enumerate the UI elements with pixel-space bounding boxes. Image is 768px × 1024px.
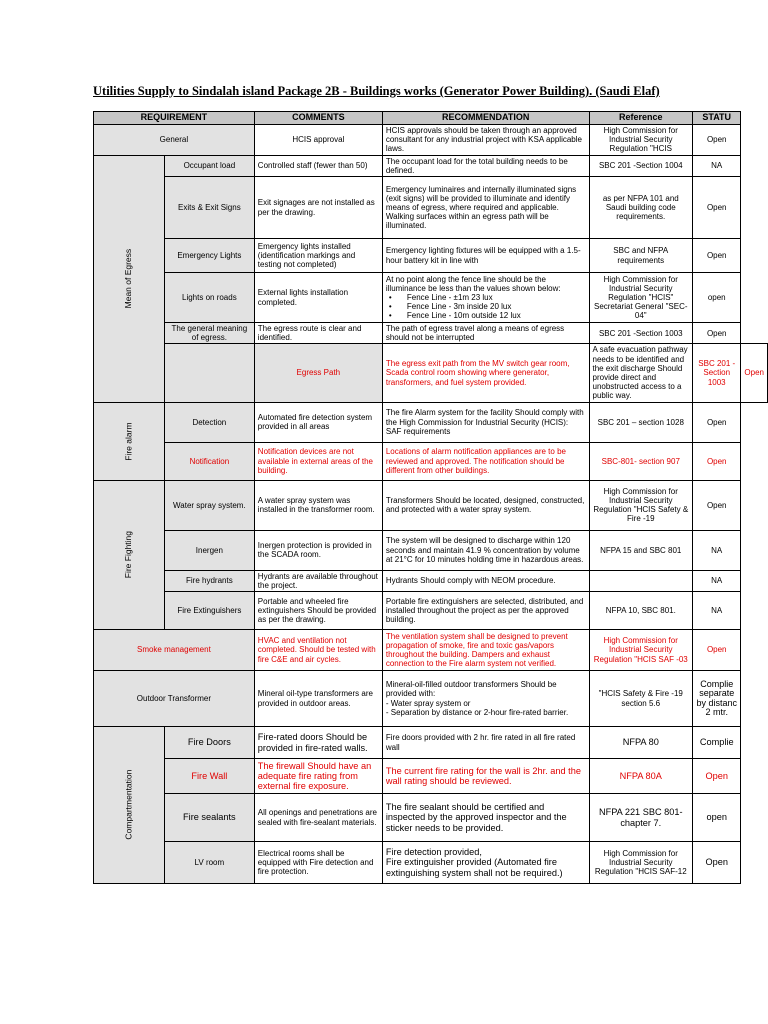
req-cell: Fire hydrants bbox=[164, 570, 254, 591]
group-label: Mean of Egress bbox=[123, 248, 134, 309]
group-label: Fire Fighting bbox=[123, 531, 134, 579]
header-recommendation: RECOMMENDATION bbox=[382, 112, 589, 125]
comment-cell: Controlled staff (fewer than 50) bbox=[254, 155, 382, 176]
rec-bullet: • Fence Line - 10m outside 12 lux bbox=[386, 311, 586, 320]
req-cell: Lights on roads bbox=[164, 273, 254, 323]
comment-cell: External lights installation completed. bbox=[254, 273, 382, 323]
header-row bbox=[94, 112, 768, 125]
rec-cell: The path of egress travel along a means of egress should not be interrupted bbox=[382, 323, 589, 344]
req-cell: General bbox=[94, 125, 255, 156]
ref-cell: NFPA 10, SBC 801. bbox=[589, 592, 693, 630]
req-cell: Fire sealants bbox=[164, 794, 254, 842]
req-cell: Notification bbox=[164, 442, 254, 480]
rec-cell: The current fire rating for the wall is 2hr. and the wall rating should be reviewed. bbox=[382, 759, 589, 794]
table-row bbox=[94, 592, 768, 630]
header-reference: Reference bbox=[589, 112, 693, 125]
comment-cell: The firewall Should have an adequate fire rating from external fire exposure. bbox=[254, 759, 382, 794]
comment-cell: Notification devices are not available in external areas of the building. bbox=[254, 442, 382, 480]
ref-cell: SBC 201 -Section 1003 bbox=[693, 344, 741, 402]
status-cell: Open bbox=[693, 480, 741, 530]
req-cell: Smoke management bbox=[94, 630, 255, 671]
comment-cell: All openings and penetrations are sealed with fire-sealant materials. bbox=[254, 794, 382, 842]
req-cell: LV room bbox=[164, 842, 254, 884]
status-cell: Open bbox=[741, 344, 768, 402]
rec-line: - Separation by distance or 2-hour fire-rated barrier. bbox=[385, 707, 569, 717]
rec-text: Mineral-oil-filled outdoor transformers Should be provided with: bbox=[385, 680, 557, 699]
comment-cell: Automated fire detection system provided in all areas bbox=[254, 402, 382, 442]
table-row bbox=[94, 344, 768, 402]
comment-cell: The egress exit path from the MV switch gear room, Scada control room showing where generator, transformers, and fuel system provided. bbox=[382, 344, 589, 402]
rec-cell: A safe evacuation pathway needs to be identified and the exit discharge Should provide direct and unobstructed access to a public way. bbox=[589, 344, 693, 402]
comment-cell: Electrical rooms shall be equipped with Fire detection and fire protection. bbox=[254, 842, 382, 884]
rec-bullet: • Fence Line - 3m inside 20 lux bbox=[386, 302, 586, 311]
table-row bbox=[94, 794, 768, 842]
status-cell: Open bbox=[693, 759, 741, 794]
ref-cell: NFPA 80 bbox=[589, 727, 693, 759]
ref-cell bbox=[589, 570, 693, 591]
group-label: Compartmentation bbox=[123, 770, 134, 840]
status-cell: Open bbox=[693, 402, 741, 442]
table-row bbox=[94, 671, 768, 727]
comment-cell: Inergen protection is provided in the SCADA room. bbox=[254, 530, 382, 570]
rec-cell bbox=[382, 842, 589, 884]
ref-cell: High Commission for Industrial Security Regulation "HCIS SAF-12 bbox=[589, 842, 693, 884]
req-cell: Fire Doors bbox=[164, 727, 254, 759]
comment-cell: Hydrants are available throughout the project. bbox=[254, 570, 382, 591]
req-cell: Detection bbox=[164, 402, 254, 442]
comment-cell: Exit signages are not installed as per the drawing. bbox=[254, 177, 382, 239]
comment-cell: HCIS approval bbox=[254, 125, 382, 156]
table-row bbox=[94, 570, 768, 591]
compliance-table bbox=[93, 111, 768, 884]
ref-cell: NFPA 15 and SBC 801 bbox=[589, 530, 693, 570]
status-cell: Open bbox=[693, 442, 741, 480]
table-row bbox=[94, 177, 768, 239]
rec-bullet: • Fence Line - ±1m 23 lux bbox=[386, 293, 586, 302]
comment-cell: Portable and wheeled fire extinguishers Should be provided as per the drawing. bbox=[254, 592, 382, 630]
req-cell: Fire Wall bbox=[164, 759, 254, 794]
rec-cell: Transformers Should be located, designed, constructed, and protected with a water spray system. bbox=[382, 480, 589, 530]
rec-cell: The ventilation system shall be designed to prevent propagation of smoke, fire and toxic gas/vapors throughout the building. Dampers and exhaust connection to the Fire alarm system not verified. bbox=[382, 630, 589, 671]
ref-cell: NFPA 221 SBC 801-chapter 7. bbox=[589, 794, 693, 842]
group-fire-alarm bbox=[94, 402, 165, 480]
req-cell: The general meaning of egress. bbox=[164, 323, 254, 344]
ref-cell: SBC 201 -Section 1003 bbox=[589, 323, 693, 344]
ref-cell: NFPA 80A bbox=[589, 759, 693, 794]
ref-cell: "HCIS Safety & Fire -19 section 5.6 bbox=[589, 671, 693, 727]
req-cell: Exits & Exit Signs bbox=[164, 177, 254, 239]
status-cell: Complie bbox=[693, 727, 741, 759]
rec-cell: Hydrants Should comply with NEOM procedure. bbox=[382, 570, 589, 591]
table-row bbox=[94, 323, 768, 344]
req-cell: Occupant load bbox=[164, 155, 254, 176]
status-cell: open bbox=[693, 794, 741, 842]
header-status: STATU bbox=[693, 112, 741, 125]
group-compartmentation bbox=[94, 727, 165, 884]
status-cell: Complie separate by distanc 2 mtr. bbox=[693, 671, 741, 727]
req-cell: Outdoor Transformer bbox=[94, 671, 255, 727]
table-row bbox=[94, 630, 768, 671]
ref-cell: SBC-801- section 907 bbox=[589, 442, 693, 480]
rec-cell bbox=[382, 671, 589, 727]
comment-cell: The egress route is clear and identified. bbox=[254, 323, 382, 344]
rec-line: Fire extinguisher provided (Automated fire extinguishing system shall not be required.) bbox=[385, 857, 563, 878]
table-row bbox=[94, 842, 768, 884]
ref-cell: SBC 201 -Section 1004 bbox=[589, 155, 693, 176]
req-cell: Water spray system. bbox=[164, 480, 254, 530]
comment-cell: Mineral oil-type transformers are provided in outdoor areas. bbox=[254, 671, 382, 727]
ref-cell: SBC 201 – section 1028 bbox=[589, 402, 693, 442]
ref-cell: High Commission for Industrial Security Regulation "HCIS SAF -03 bbox=[589, 630, 693, 671]
status-cell: Open bbox=[693, 239, 741, 273]
table-row bbox=[94, 530, 768, 570]
table-row bbox=[94, 155, 768, 176]
group-egress bbox=[94, 155, 165, 402]
table-row bbox=[94, 442, 768, 480]
status-cell: open bbox=[693, 273, 741, 323]
ref-cell: High Commission for Industrial Security Regulation "HCIS Safety & Fire -19 bbox=[589, 480, 693, 530]
group-label: Fire alarm bbox=[123, 422, 134, 461]
rec-cell: The fire sealant should be certified and inspected by the approved inspector and the sticker needs to be provided. bbox=[382, 794, 589, 842]
rec-cell: The system will be designed to discharge within 120 seconds and maintain 41.9 % concentration by volume at 21°C for 10 minutes holding time in hazardous areas. bbox=[382, 530, 589, 570]
status-cell: NA bbox=[693, 570, 741, 591]
rec-cell: HCIS approvals should be taken through an approved consultant for any industrial project with KSA applicable laws. bbox=[382, 125, 589, 156]
ref-cell: High Commission for Industrial Security Regulation "HCIS bbox=[589, 125, 693, 156]
table-row bbox=[94, 125, 768, 156]
group-blank bbox=[164, 344, 254, 402]
ref-cell: SBC and NFPA requirements bbox=[589, 239, 693, 273]
ref-cell: High Commission for Industrial Security Regulation "HCIS" Secretariat General "SEC-04" bbox=[589, 273, 693, 323]
comment-cell: A water spray system was installed in the transformer room. bbox=[254, 480, 382, 530]
table-row bbox=[94, 239, 768, 273]
status-cell: NA bbox=[693, 155, 741, 176]
req-cell: Egress Path bbox=[254, 344, 382, 402]
table-row bbox=[94, 480, 768, 530]
status-cell: NA bbox=[693, 592, 741, 630]
rec-cell: Locations of alarm notification appliances are to be reviewed and approved. The notification should be different from other buildings. bbox=[382, 442, 589, 480]
group-fire-fighting bbox=[94, 480, 165, 629]
rec-cell: Portable fire extinguishers are selected, distributed, and installed throughout the project as per the approved building. bbox=[382, 592, 589, 630]
comment-cell: Emergency lights installed (identification markings and testing not completed) bbox=[254, 239, 382, 273]
comment-cell: HVAC and ventilation not completed. Should be tested with fire C&E and air cycles. bbox=[254, 630, 382, 671]
comment-cell: Fire-rated doors Should be provided in fire-rated walls. bbox=[254, 727, 382, 759]
table-row bbox=[94, 402, 768, 442]
table-row bbox=[94, 759, 768, 794]
rec-cell: Emergency lighting fixtures will be equipped with a 1.5-hour battery kit in line with bbox=[382, 239, 589, 273]
header-requirement: REQUIREMENT bbox=[94, 112, 255, 125]
ref-cell: as per NFPA 101 and Saudi building code requirements. bbox=[589, 177, 693, 239]
rec-text: At no point along the fence line should be the illuminance be less than the values shown below: bbox=[385, 274, 561, 293]
rec-cell bbox=[382, 273, 589, 323]
rec-cell: The occupant load for the total building needs to be defined. bbox=[382, 155, 589, 176]
req-cell: Emergency Lights bbox=[164, 239, 254, 273]
status-cell: Open bbox=[693, 323, 741, 344]
status-cell: NA bbox=[693, 530, 741, 570]
page-title: Utilities Supply to Sindalah island Package 2B - Buildings works (Generator Power Building). (Saudi Elaf) bbox=[93, 84, 660, 98]
status-cell: Open bbox=[693, 125, 741, 156]
req-cell: Inergen bbox=[164, 530, 254, 570]
header-comments: COMMENTS bbox=[254, 112, 382, 125]
req-cell: Fire Extinguishers bbox=[164, 592, 254, 630]
status-cell: Open bbox=[693, 630, 741, 671]
rec-cell: Fire doors provided with 2 hr. fire rated in all fire rated wall bbox=[382, 727, 589, 759]
rec-line: - Water spray system or bbox=[385, 698, 471, 708]
rec-text: Fire detection provided, bbox=[385, 847, 482, 858]
status-cell: Open bbox=[693, 842, 741, 884]
rec-cell: The fire Alarm system for the facility Should comply with the High Commission for Industrial Security (HCIS): SAF requirements bbox=[382, 402, 589, 442]
rec-cell: Emergency luminaires and internally illuminated signs (exit signs) will be provided to illuminate and identify means of egress, where required and applicable. Walking surfaces within an egress path will be illuminated. bbox=[382, 177, 589, 239]
table-row bbox=[94, 273, 768, 323]
table-row bbox=[94, 727, 768, 759]
status-cell: Open bbox=[693, 177, 741, 239]
